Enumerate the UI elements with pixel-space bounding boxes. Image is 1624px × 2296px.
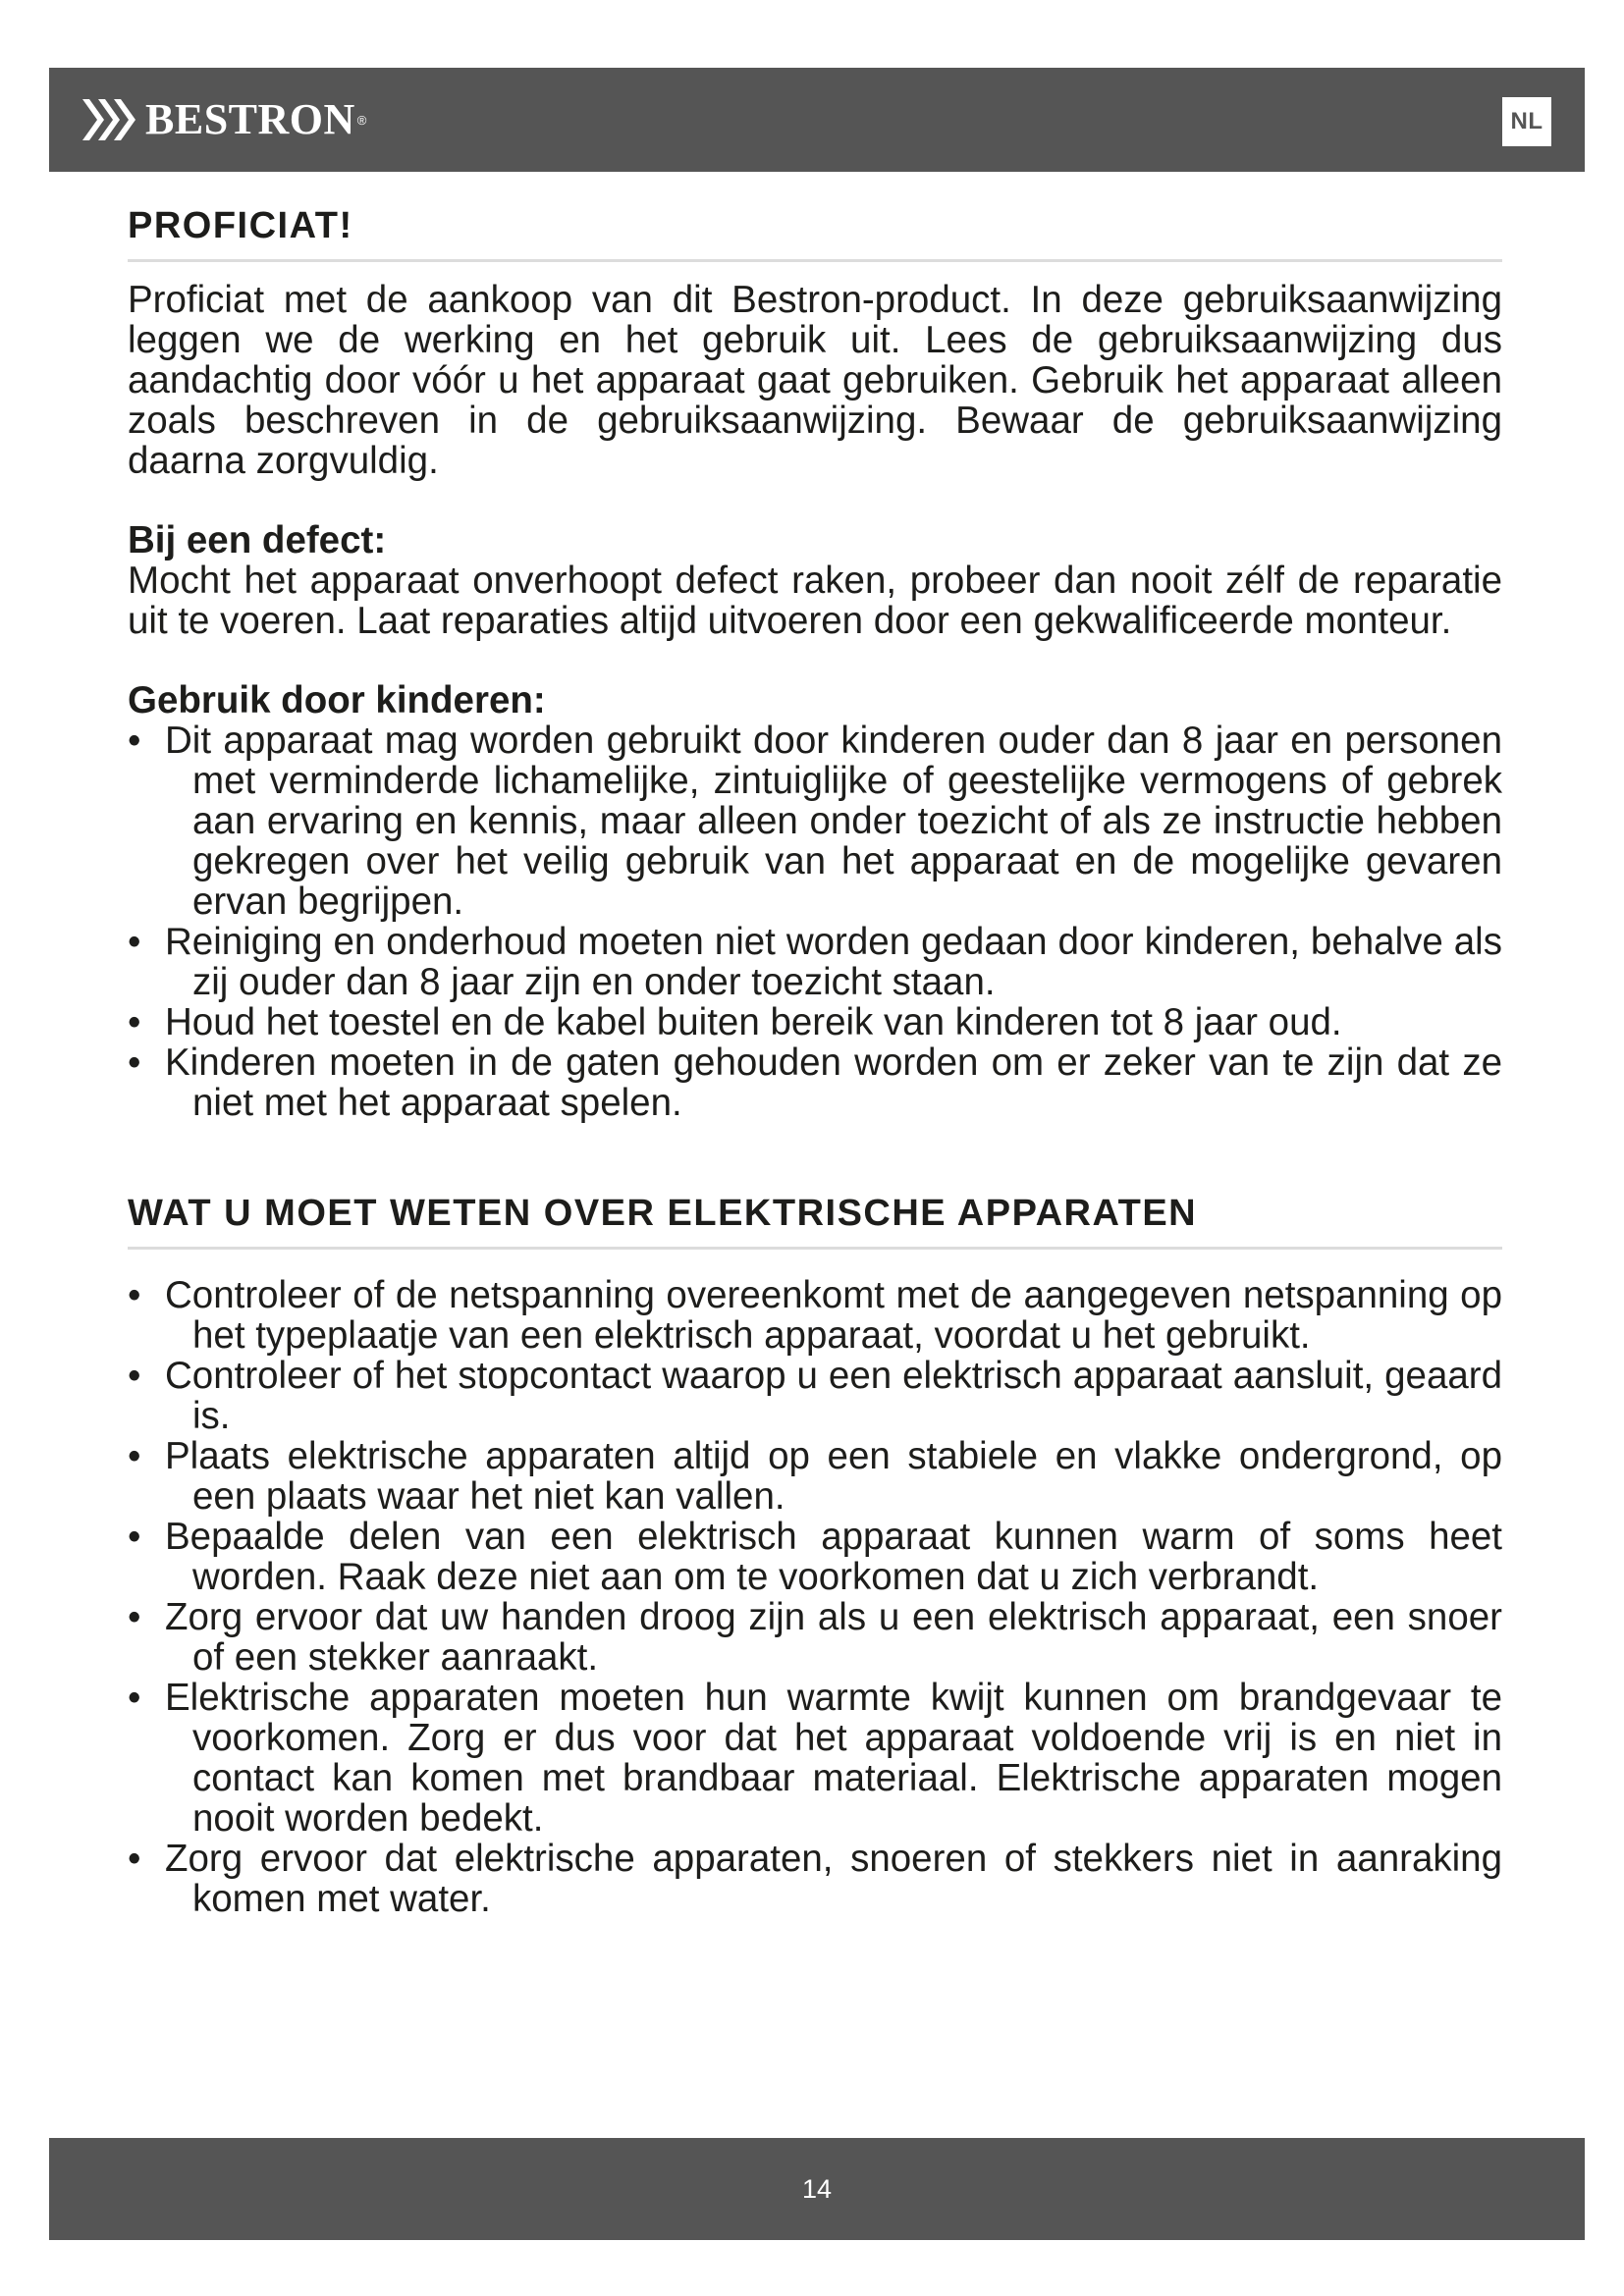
list-item: • Plaats elektrische apparaten altijd op een stabiele en vlakke ondergrond, op een plaats waar het niet kan vallen. [128, 1434, 1502, 1518]
footer-bar [49, 2138, 1585, 2240]
registered-mark: ® [356, 112, 367, 128]
brand-logo [81, 85, 366, 154]
chevrons-icon [81, 95, 141, 144]
children-list [128, 721, 1502, 1123]
list-item: • Reiniging en onderhoud moeten niet worden gedaan door kinderen, behalve als zij ouder dan 8 jaar zijn en onder toezicht staan. [128, 920, 1502, 1003]
list-item: • Kinderen moeten in de gaten gehouden worden om er zeker van te zijn dat ze niet met het apparaat spelen. [128, 1041, 1502, 1124]
bullet-icon: • [128, 1676, 141, 1719]
list-item: • Controleer of de netspanning overeenkomt met de aangegeven netspanning op het typeplaatje van een elektrisch apparaat, voordat u het gebruikt. [128, 1273, 1502, 1357]
list-item: • Zorg ervoor dat uw handen droog zijn als u een elektrisch apparaat, een snoer of een stekker aanraakt. [128, 1595, 1502, 1679]
bullet-icon: • [128, 1041, 141, 1084]
list-item: • Bepaalde delen van een elektrisch apparaat kunnen warm of soms heet worden. Raak deze niet aan om te voorkomen dat u zich verbrandt. [128, 1515, 1502, 1598]
section-title-congratulations: PROFICIAT! [128, 206, 1502, 262]
defect-heading: Bij een defect: [128, 518, 387, 561]
list-item: • Dit apparaat mag worden gebruikt door kinderen ouder dan 8 jaar en personen met verminderde lichamelijke, zintuiglijke of geestelijke vermogens of gebrek aan ervaring en kennis, maar alleen onder toezicht of als ze instructie hebben gekregen over het veilig gebruik van het apparaat en de mogelijke gevaren ervan begrijpen. [128, 719, 1502, 923]
language-badge: NL [1502, 97, 1551, 146]
bullet-icon: • [128, 719, 141, 762]
bullet-icon: • [128, 1434, 141, 1477]
bullet-icon: • [128, 1000, 141, 1043]
bullet-icon: • [128, 1354, 141, 1397]
bullet-icon: • [128, 1837, 141, 1880]
page-content [128, 206, 1502, 1919]
defect-paragraph: Mocht het apparaat onverhoopt defect raken, probeer dan nooit zélf de reparatie uit te voeren. Laat reparaties altijd uitvoeren door een gekwalificeerde monteur. [128, 559, 1502, 642]
bullet-icon: • [128, 1515, 141, 1558]
page-number: 14 [801, 2173, 833, 2204]
bullet-icon: • [128, 1273, 141, 1316]
electrical-list [128, 1275, 1502, 1919]
list-item: • Houd het toestel en de kabel buiten bereik van kinderen tot 8 jaar oud. [128, 1000, 1342, 1043]
bullet-icon: • [128, 920, 141, 963]
section-title-electrical: WAT U MOET WETEN OVER ELEKTRISCHE APPARATEN [128, 1194, 1502, 1250]
list-item: • Elektrische apparaten moeten hun warmte kwijt kunnen om brandgevaar te voorkomen. Zorg er dus voor dat het apparaat voldoende vrij is en niet in contact kan komen met brandbaar materiaal. Elektrische apparaten mogen nooit worden bedekt. [128, 1676, 1502, 1840]
header-bar [49, 68, 1585, 172]
bullet-icon: • [128, 1595, 141, 1638]
brand-name: BESTRON [145, 95, 355, 143]
intro-paragraph: Proficiat met de aankoop van dit Bestron-product. In deze gebruiksaanwijzing leggen we de werking en het gebruik uit. Lees de gebruiksaanwijzing dus aandachtig door vóór u het apparaat gaat gebruiken. Gebruik het apparaat alleen zoals beschreven in de gebruiksaanwijzing. Bewaar de gebruiksaanwijzing daarna zorgvuldig. [128, 278, 1502, 482]
list-item: • Controleer of het stopcontact waarop u een elektrisch apparaat aansluit, geaard is. [128, 1354, 1502, 1437]
list-item: • Zorg ervoor dat elektrische apparaten, snoeren of stekkers niet in aanraking komen met water. [128, 1837, 1502, 1920]
children-heading: Gebruik door kinderen: [128, 678, 546, 721]
